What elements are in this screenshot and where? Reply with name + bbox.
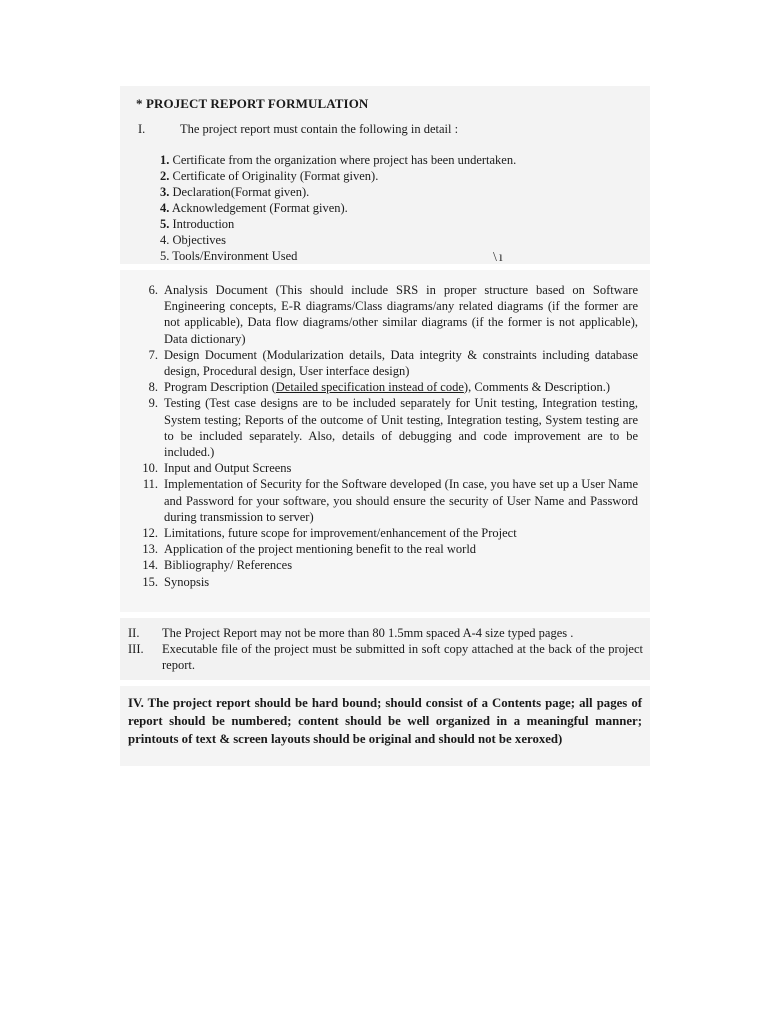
- list-item: 13. Application of the project mentioning benefit to the real world: [142, 542, 477, 557]
- list-item: 2. Certificate of Originality (Format given).: [160, 169, 379, 183]
- list-item: 5. Tools/Environment Used: [160, 249, 298, 263]
- list-item: 7. Design Document (Modularization details, Data integrity & constraints including database design, Procedural design, User interface design): [148, 347, 638, 379]
- roman-list: [128, 625, 643, 674]
- binding-requirements: IV. The project report should be hard bound; should consist of a Contents page; all pages of report should be numbered; content should be well organized in a meaningful manner; printouts of text & screen layouts should be original and should not be xeroxed): [128, 696, 642, 746]
- list-item: 8. Program Description (Detailed specification instead of code), Comments & Description.): [148, 380, 611, 395]
- document-heading: * PROJECT REPORT FORMULATION: [136, 96, 369, 111]
- section-1-intro: The project report must contain the following in detail :: [180, 122, 459, 136]
- list-item: 10. Input and Output Screens: [142, 461, 292, 476]
- list-item: III. Executable file of the project must be submitted in soft copy attached at the back of the project report.: [128, 642, 643, 673]
- list-item: 3. Declaration(Format given).: [160, 185, 310, 199]
- list-item: 14. Bibliography/ References: [142, 558, 293, 573]
- list-item: 1. Certificate from the organization where project has been undertaken.: [160, 153, 517, 167]
- list-item: 11. Implementation of Security for the Software developed (In case, you have set up a User Name and Password for your software, you should ensure the security of User Name and Password during transmission to server): [142, 477, 638, 524]
- list-item: 5. Introduction: [160, 217, 235, 231]
- list-item: 4. Acknowledgement (Format given).: [160, 201, 348, 215]
- list-item: II. The Project Report may not be more than 80 1.5mm spaced A-4 size typed pages .: [128, 626, 574, 640]
- main-list: [128, 282, 638, 590]
- list-item: 12. Limitations, future scope for improvement/enhancement of the Project: [142, 526, 517, 541]
- section-1-roman: I.: [138, 122, 146, 136]
- list-item: 4. Objectives: [160, 233, 226, 247]
- list-item: 9. Testing (Test case designs are to be included separately for Unit testing, Integration testing, System testing; Reports of the outcome of Unit testing, Integration testing, System testing are to be included separately. Also, details of debugging and code improvement are to be included.): [148, 396, 638, 460]
- list-item: 15. Synopsis: [142, 574, 210, 589]
- list-item: 6. Analysis Document (This should include SRS in proper structure based on Software Engineering concepts, E-R diagrams/Class diagrams/any related diagrams (if the former are not applicable), Data flow diagrams/other similar diagrams (if the former is not applicable), Data dictionary): [148, 283, 638, 346]
- handwritten-mark: \ı: [493, 250, 505, 265]
